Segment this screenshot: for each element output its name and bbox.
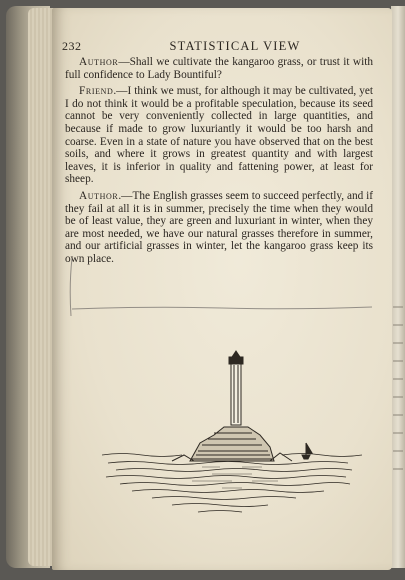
paragraph-text: .—I think we must, for although it may be cultivated, yet I do not think it would be a profitable speculation, because its seed cannot be very conveniently collected in large quantities, and because if made to grow luxuriantly it would be too harsh and coarse. Even in a state of nature you have observed that on the best soils, and where it grows in greatest quantity and with largest leaves, it is inferior in quality and fattening power, at least for sheep.: [65, 85, 373, 186]
lighthouse-illustration: [102, 343, 362, 518]
paragraph-author-2: [65, 190, 373, 266]
facing-page-edge: [391, 6, 405, 568]
pencil-underline-mark: [72, 304, 372, 312]
running-head: STATISTICAL VIEW: [169, 39, 301, 53]
paragraph-author-1: [65, 56, 373, 81]
paragraph-text: —Shall we cultivate the kangaroo grass, or trust it with full confidence to Lady Bountiful?: [65, 56, 373, 81]
page-number: 232: [62, 39, 82, 53]
paragraph-friend: [65, 85, 373, 186]
speaker-label: Author: [79, 56, 119, 68]
body-text: [65, 56, 373, 266]
page-header: [62, 39, 378, 55]
speaker-label: Friend: [79, 85, 114, 98]
book-page: [52, 8, 392, 570]
speaker-label: Author: [79, 189, 119, 202]
paragraph-text: .—The English grasses seem to succeed perfectly, and if they fail at all it is in summer, precisely the time when they would be of least value, they are green and luxuriant in winter, when they are most needed, we have our natural grasses therefore in summer, and our artificial grasses in winter, let the kangaroo grass keep its own place.: [65, 189, 373, 265]
